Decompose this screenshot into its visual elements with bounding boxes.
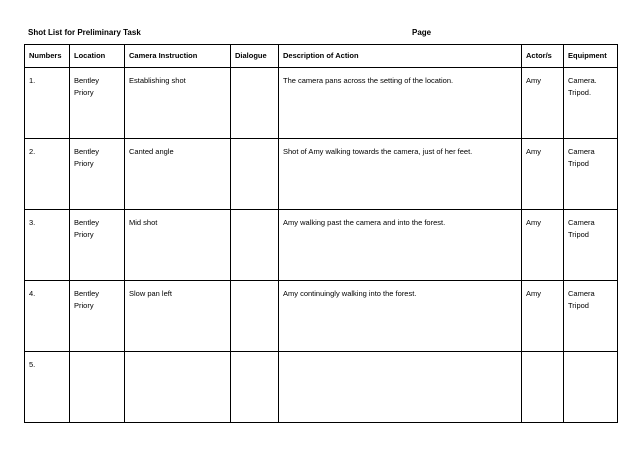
table-row (25, 139, 618, 210)
column-header-location: Location (70, 45, 125, 68)
cell-dialogue (231, 352, 279, 423)
cell-number: 4. (25, 281, 70, 352)
cell-equipment (564, 352, 618, 423)
equipment-line: Camera (568, 289, 595, 298)
cell-dialogue (231, 281, 279, 352)
cell-actors (522, 352, 564, 423)
cell-location (70, 352, 125, 423)
column-header-actors: Actor/s (522, 45, 564, 68)
cell-description-of-action: Shot of Amy walking towards the camera, just of her feet. (279, 139, 522, 210)
equipment-line: Camera. (568, 76, 597, 85)
cell-description-of-action: Amy continuingly walking into the forest. (279, 281, 522, 352)
column-header-equipment: Equipment (564, 45, 618, 68)
equipment-line: Tripod. (568, 87, 592, 97)
location-line: Bentley (74, 76, 100, 85)
location-line: Bentley (74, 147, 100, 156)
table-row (25, 281, 618, 352)
cell-camera-instruction: Slow pan left (125, 281, 231, 352)
column-header-numbers: Numbers (25, 45, 70, 68)
shot-list-table (24, 44, 618, 423)
cell-actors: Amy (522, 281, 564, 352)
cell-camera-instruction: Mid shot (125, 210, 231, 281)
table-row (25, 352, 618, 423)
document-title: Shot List for Preliminary Task (28, 28, 141, 37)
cell-number: 1. (25, 68, 70, 139)
cell-equipment (564, 139, 618, 210)
cell-location (70, 139, 125, 210)
cell-dialogue (231, 68, 279, 139)
cell-description-of-action (279, 352, 522, 423)
cell-number: 3. (25, 210, 70, 281)
cell-dialogue (231, 139, 279, 210)
cell-actors: Amy (522, 139, 564, 210)
column-header-dialogue: Dialogue (231, 45, 279, 68)
cell-location (70, 281, 125, 352)
cell-camera-instruction (125, 352, 231, 423)
page-label: Page (412, 28, 432, 37)
table-header-row (25, 45, 618, 68)
location-line: Bentley (74, 218, 100, 227)
equipment-line: Tripod (568, 229, 589, 239)
location-line: Priory (74, 87, 94, 97)
table-row (25, 68, 618, 139)
cell-actors: Amy (522, 210, 564, 281)
equipment-line: Camera (568, 218, 595, 227)
cell-location (70, 210, 125, 281)
column-header-camera-instruction: Camera Instruction (125, 45, 231, 68)
location-line: Bentley (74, 289, 100, 298)
location-line: Priory (74, 229, 94, 239)
location-line: Priory (74, 158, 94, 168)
cell-actors: Amy (522, 68, 564, 139)
cell-number: 2. (25, 139, 70, 210)
equipment-line: Tripod (568, 300, 589, 310)
cell-equipment (564, 281, 618, 352)
table-row (25, 210, 618, 281)
cell-description-of-action: The camera pans across the setting of the location. (279, 68, 522, 139)
column-header-description-of-action: Description of Action (279, 45, 522, 68)
cell-camera-instruction: Establishing shot (125, 68, 231, 139)
cell-equipment (564, 68, 618, 139)
location-line: Priory (74, 300, 94, 310)
cell-description-of-action: Amy walking past the camera and into the forest. (279, 210, 522, 281)
equipment-line: Tripod (568, 158, 589, 168)
equipment-line: Camera (568, 147, 595, 156)
cell-number: 5. (25, 352, 70, 423)
cell-equipment (564, 210, 618, 281)
cell-camera-instruction: Canted angle (125, 139, 231, 210)
cell-location (70, 68, 125, 139)
cell-dialogue (231, 210, 279, 281)
